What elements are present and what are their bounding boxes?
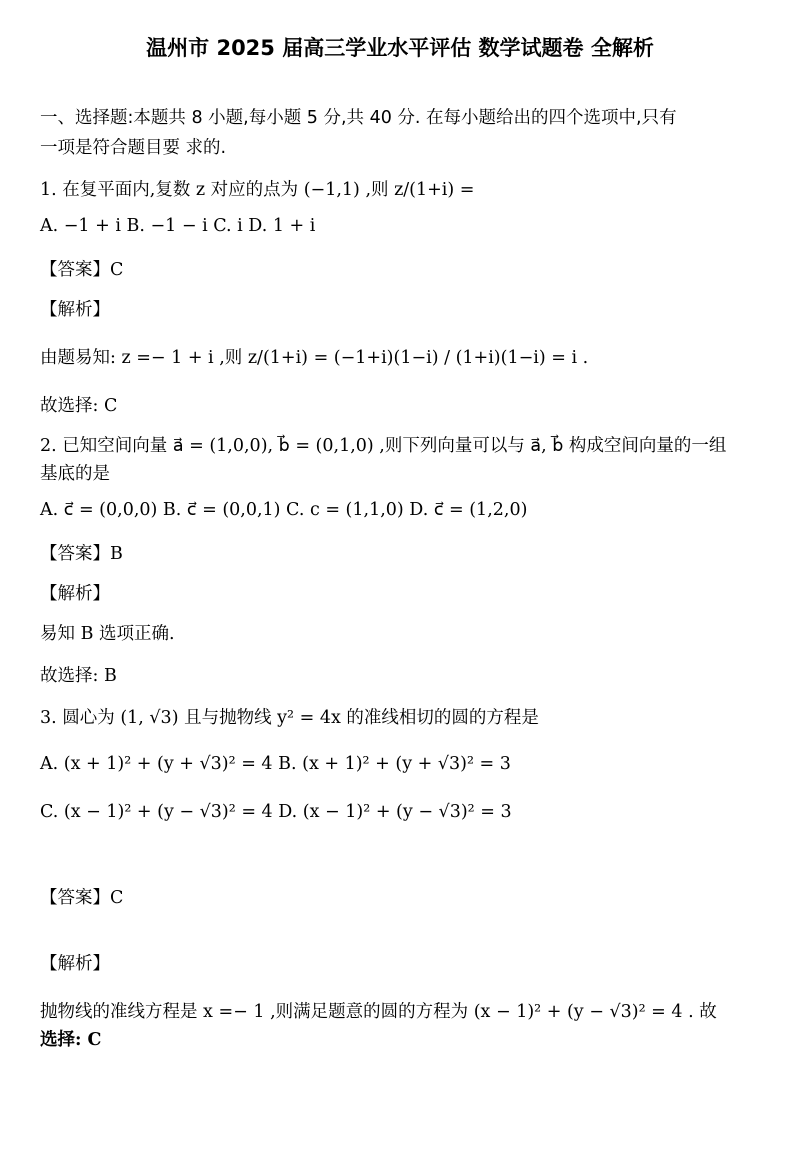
q1-stem: 1. 在复平面内,复数 z 对应的点为 (−1,1) ,则 z/(1+i) = [40,180,475,200]
q2-options: A. c⃗ = (0,0,0) B. c⃗ = (0,0,1) C. c = (1,1,0) D. c⃗ = (1,2,0) [40,500,528,520]
q3-options-line-1: A. (x + 1)² + (y + √3)² = 4 B. (x + 1)² + (y + √3)² = 3 [40,754,511,774]
q2-conclusion: 故选择: B [40,666,117,686]
section-heading-line-1: 一、选择题:本题共 8 小题,每小题 5 分,共 40 分. 在每小题给出的四个选项中,只有 [40,108,677,128]
q3-analysis-line-2: 选择: C [40,1030,102,1050]
q2-stem-line-2: 基底的是 [40,464,110,484]
q2-analysis-label: 【解析】 [40,584,110,604]
section-heading-line-2: 一项是符合题目要 求的. [40,138,227,158]
q2-analysis: 易知 B 选项正确. [40,624,175,644]
q1-options: A. −1 + i B. −1 − i C. i D. 1 + i [40,216,316,236]
q3-analysis-line-1: 抛物线的准线方程是 x =− 1 ,则满足题意的圆的方程为 (x − 1)² + (y − √3)² = 4 . 故 [40,1002,717,1022]
page-title: 温州市 2025 届高三学业水平评估 数学试题卷 全解析 [146,36,654,60]
q1-conclusion: 故选择: C [40,396,118,416]
q1-analysis: 由题易知: z =− 1 + i ,则 z/(1+i) = (−1+i)(1−i) / (1+i)(1−i) = i . [40,348,589,368]
q3-answer: 【答案】C [40,888,124,908]
q3-stem: 3. 圆心为 (1, √3) 且与抛物线 y² = 4x 的准线相切的圆的方程是 [40,708,539,728]
q2-stem-line-1: 2. 已知空间向量 a⃗ = (1,0,0), b⃗ = (0,1,0) ,则下列向量可以与 a⃗, b⃗ 构成空间向量的一组 [40,436,727,456]
q2-answer: 【答案】B [40,544,123,564]
q1-analysis-label: 【解析】 [40,300,110,320]
q3-analysis-label: 【解析】 [40,954,110,974]
q1-answer: 【答案】C [40,260,124,280]
q3-options-line-2: C. (x − 1)² + (y − √3)² = 4 D. (x − 1)² + (y − √3)² = 3 [40,802,512,822]
